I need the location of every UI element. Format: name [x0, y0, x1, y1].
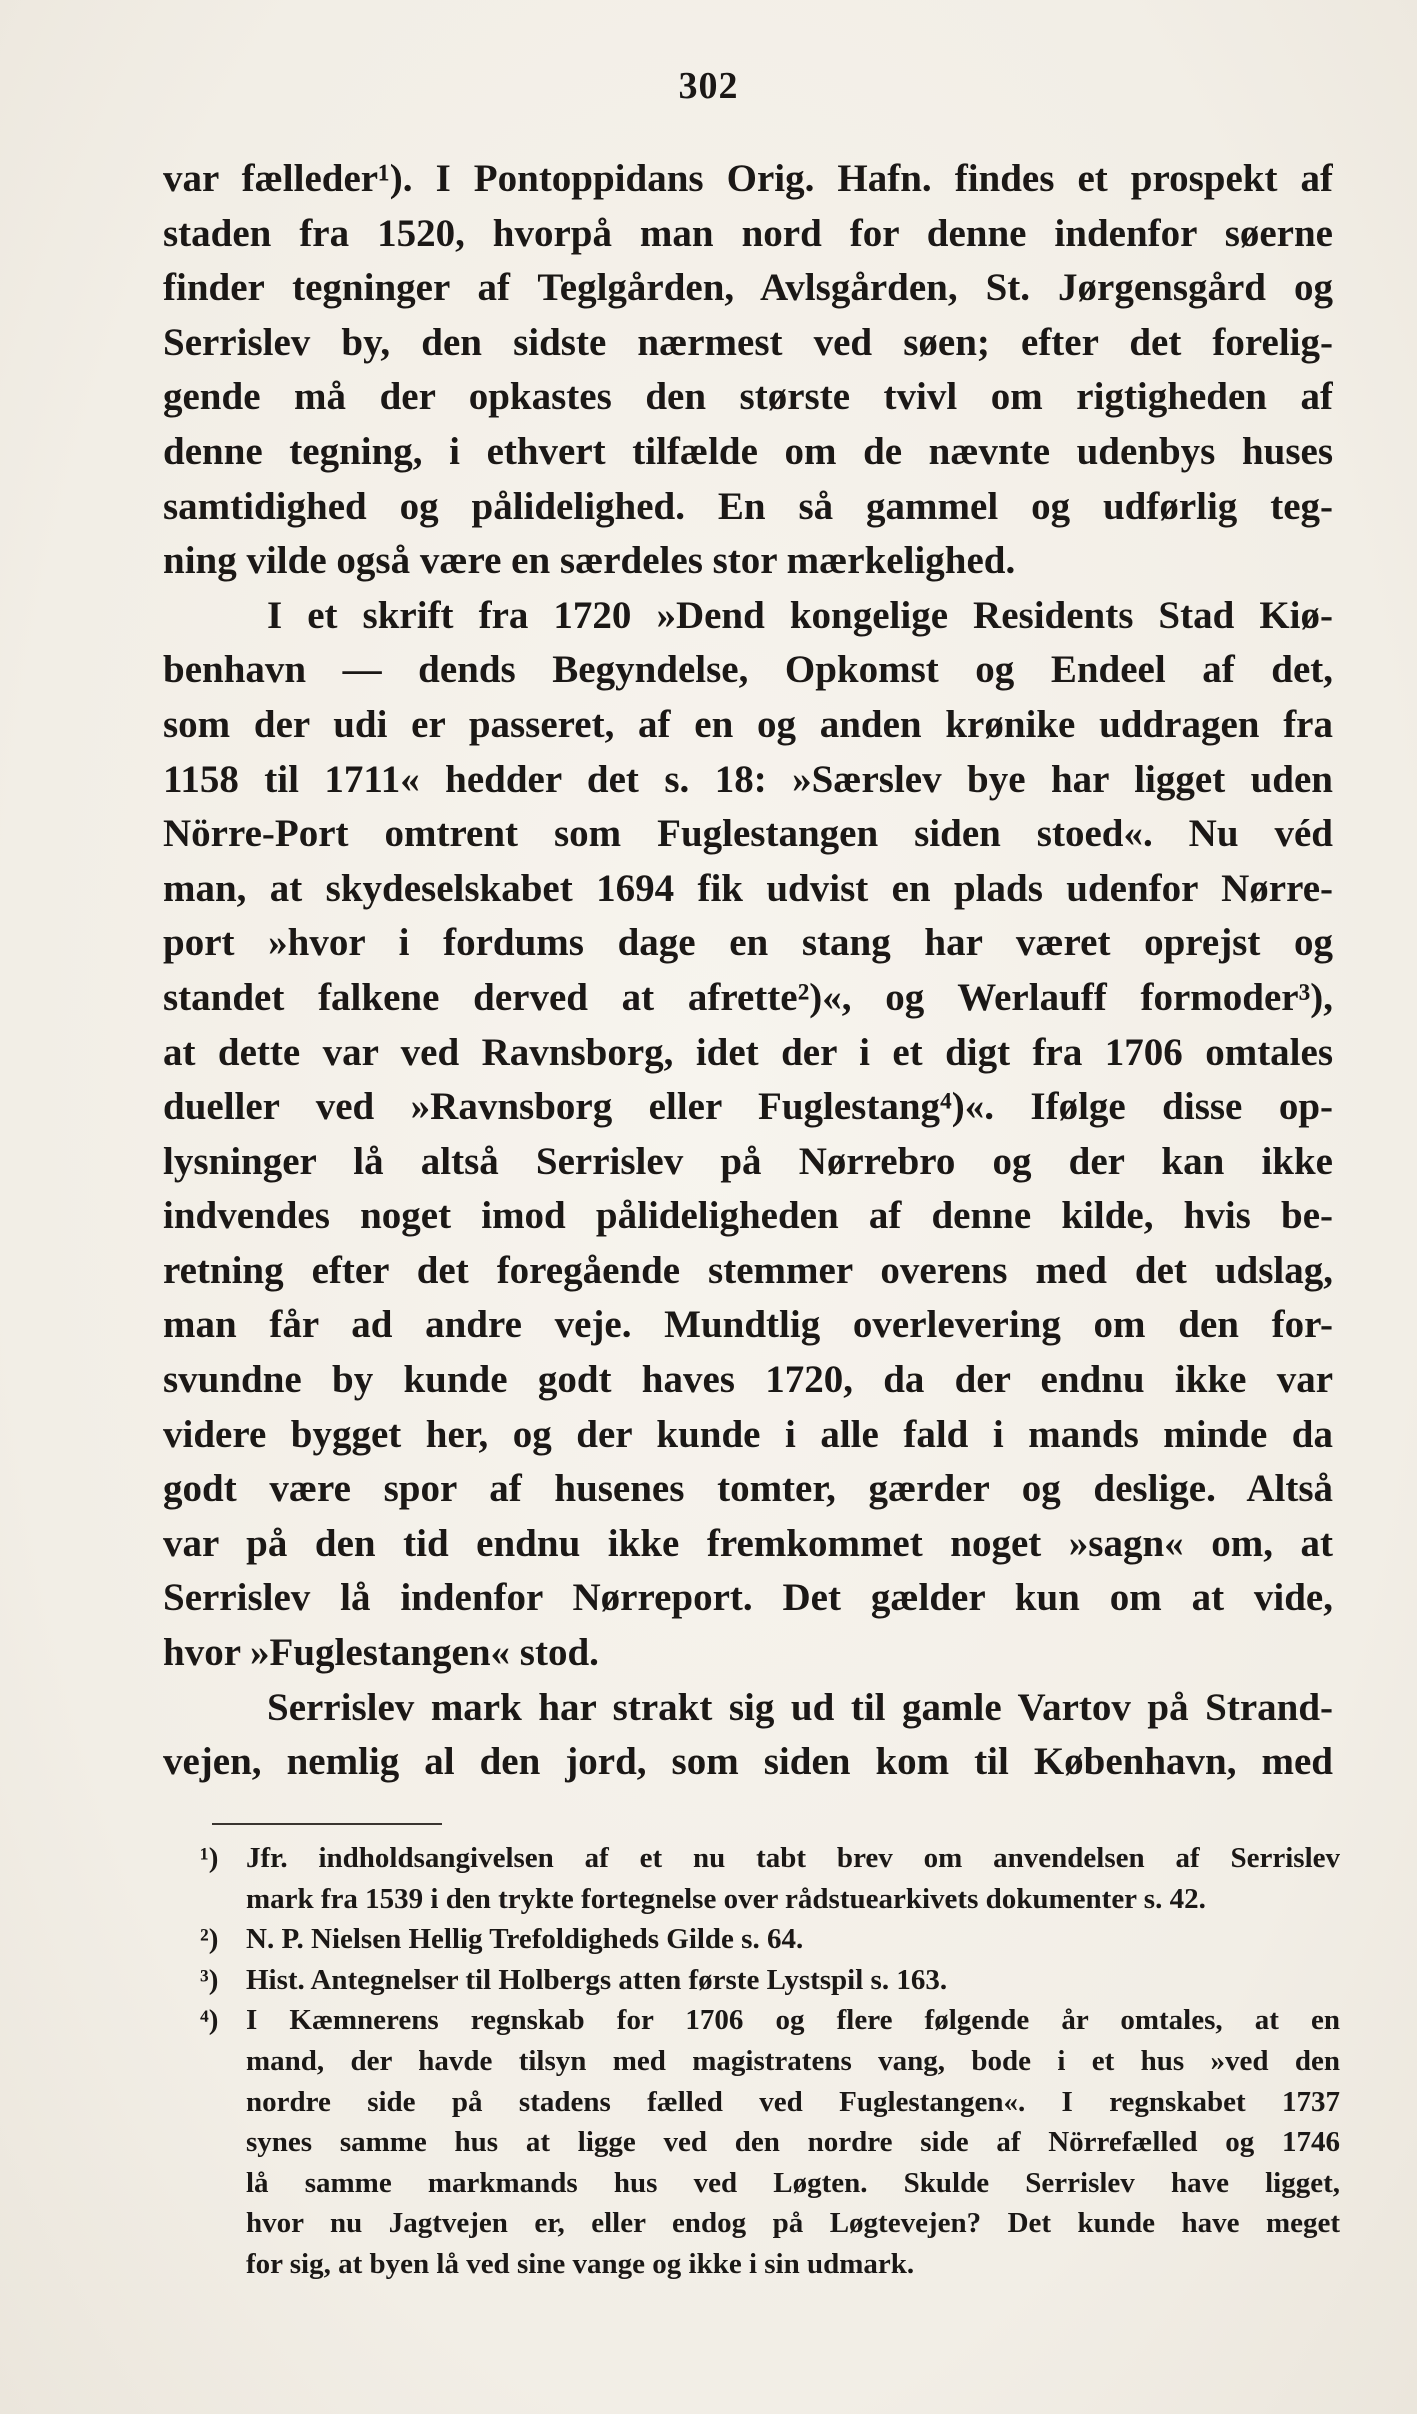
footnote-text: Hist. Antegnelser til Holbergs atten første Lystspil s. 163.: [246, 1963, 948, 1996]
text-line: videre bygget her, og der kunde i alle fald i mands minde da: [163, 1412, 1333, 1456]
text-line: ning vilde også være en særdeles stor mærkelighed.: [163, 539, 1016, 583]
text-line: lysninger lå altså Serrislev på Nørrebro og der kan ikke: [163, 1139, 1333, 1183]
footnote-2: [200, 1919, 1340, 1960]
footnote-marker: ²): [200, 1923, 219, 1956]
footnote-marker: ³): [200, 1963, 219, 1996]
text-line: godt være spor af husenes tomter, gærder og deslige. Altså: [163, 1467, 1333, 1511]
footnote-rule: [212, 1823, 442, 1825]
footnote-3: [200, 1960, 1340, 2001]
text-line: denne tegning, i ethvert tilfælde om de nævnte udenbys huses: [163, 429, 1333, 473]
body-text: [163, 152, 1333, 1790]
footnote-text: nordre side på stadens fælled ved Fuglestangen«. I regnskabet 1737: [246, 2085, 1340, 2118]
text-line: at dette var ved Ravnsborg, idet der i et digt fra 1706 omtales: [163, 1030, 1333, 1074]
text-line: Serrislev mark har strakt sig ud til gamle Vartov på Strand-: [267, 1685, 1333, 1729]
text-line: dueller ved »Ravnsborg eller Fuglestang⁴)«. Ifølge disse op-: [163, 1085, 1333, 1129]
text-line: samtidighed og pålidelighed. En så gammel og udførlig teg-: [163, 484, 1333, 528]
text-line: Serrislev by, den sidste nærmest ved søen; efter det forelig-: [163, 320, 1333, 364]
text-line: som der udi er passeret, af en og anden krønike uddragen fra: [163, 702, 1333, 746]
text-line: var fælleder¹). I Pontoppidans Orig. Hafn. findes et prospekt af: [163, 157, 1333, 200]
footnote-4: [200, 2000, 1340, 2041]
footnote-marker: ⁴): [200, 2004, 219, 2037]
footnote-text: N. P. Nielsen Hellig Trefoldigheds Gilde s. 64.: [246, 1923, 804, 1956]
footnote-text: hvor nu Jagtvejen er, eller endog på Løgtevejen? Det kunde have meget: [246, 2207, 1340, 2240]
footnote-text: synes samme hus at ligge ved den nordre side af Nörrefælled og 1746: [246, 2126, 1340, 2159]
text-line: var på den tid endnu ikke fremkommet noget »sagn« om, at: [163, 1521, 1333, 1565]
page-number: 302: [678, 65, 739, 107]
footnote-1: [200, 1838, 1340, 1879]
text-line: Serrislev lå indenfor Nørreport. Det gælder kun om at vide,: [163, 1576, 1333, 1620]
text-line: hvor »Fuglestangen« stod.: [163, 1631, 599, 1675]
footnote-marker: ¹): [200, 1842, 219, 1874]
footnote-text: mark fra 1539 i den trykte fortegnelse over rådstuearkivets dokumenter s. 42.: [246, 1882, 1206, 1915]
text-line: vejen, nemlig al den jord, som siden kom til København, med: [163, 1740, 1333, 1784]
text-line: man får ad andre veje. Mundtlig overlevering om den for-: [163, 1303, 1333, 1347]
footnote-text: I Kæmnerens regnskab for 1706 og flere følgende år omtales, at en: [246, 2004, 1340, 2037]
text-line: retning efter det foregående stemmer overens med det udslag,: [163, 1248, 1333, 1292]
text-line: standet falkene derved at afrette²)«, og Werlauff formoder³),: [163, 975, 1333, 1019]
text-line: I et skrift fra 1720 »Dend kongelige Residents Stad Kiø-: [267, 593, 1333, 637]
text-line: staden fra 1520, hvorpå man nord for denne indenfor søerne: [163, 211, 1333, 255]
text-line: port »hvor i fordums dage en stang har været oprejst og: [163, 921, 1333, 965]
footnote-text: for sig, at byen lå ved sine vange og ikke i sin udmark.: [246, 2247, 915, 2280]
text-line: benhavn — dends Begyndelse, Opkomst og Endeel af det,: [163, 648, 1333, 692]
text-line: svundne by kunde godt haves 1720, da der endnu ikke var: [163, 1358, 1333, 1402]
footnotes: [200, 1838, 1340, 2285]
text-line: Nörre-Port omtrent som Fuglestangen siden stoed«. Nu véd: [163, 812, 1333, 856]
footnote-text: lå samme markmands hus ved Løgten. Skulde Serrislev have ligget,: [246, 2166, 1340, 2199]
text-line: gende må der opkastes den største tvivl om rigtigheden af: [163, 375, 1333, 419]
footnote-text: mand, der havde tilsyn med magistratens vang, bode i et hus »ved den: [246, 2044, 1340, 2077]
text-line: finder tegninger af Teglgården, Avlsgården, St. Jørgensgård og: [163, 266, 1333, 310]
text-line: 1158 til 1711« hedder det s. 18: »Særslev bye har ligget uden: [163, 757, 1333, 801]
text-line: man, at skydeselskabet 1694 fik udvist en plads udenfor Nørre-: [163, 866, 1333, 910]
footnote-text: Jfr. indholdsangivelsen af et nu tabt brev om anvendelsen af Serrislev: [246, 1842, 1340, 1874]
text-line: indvendes noget imod pålideligheden af denne kilde, hvis be-: [163, 1194, 1333, 1238]
